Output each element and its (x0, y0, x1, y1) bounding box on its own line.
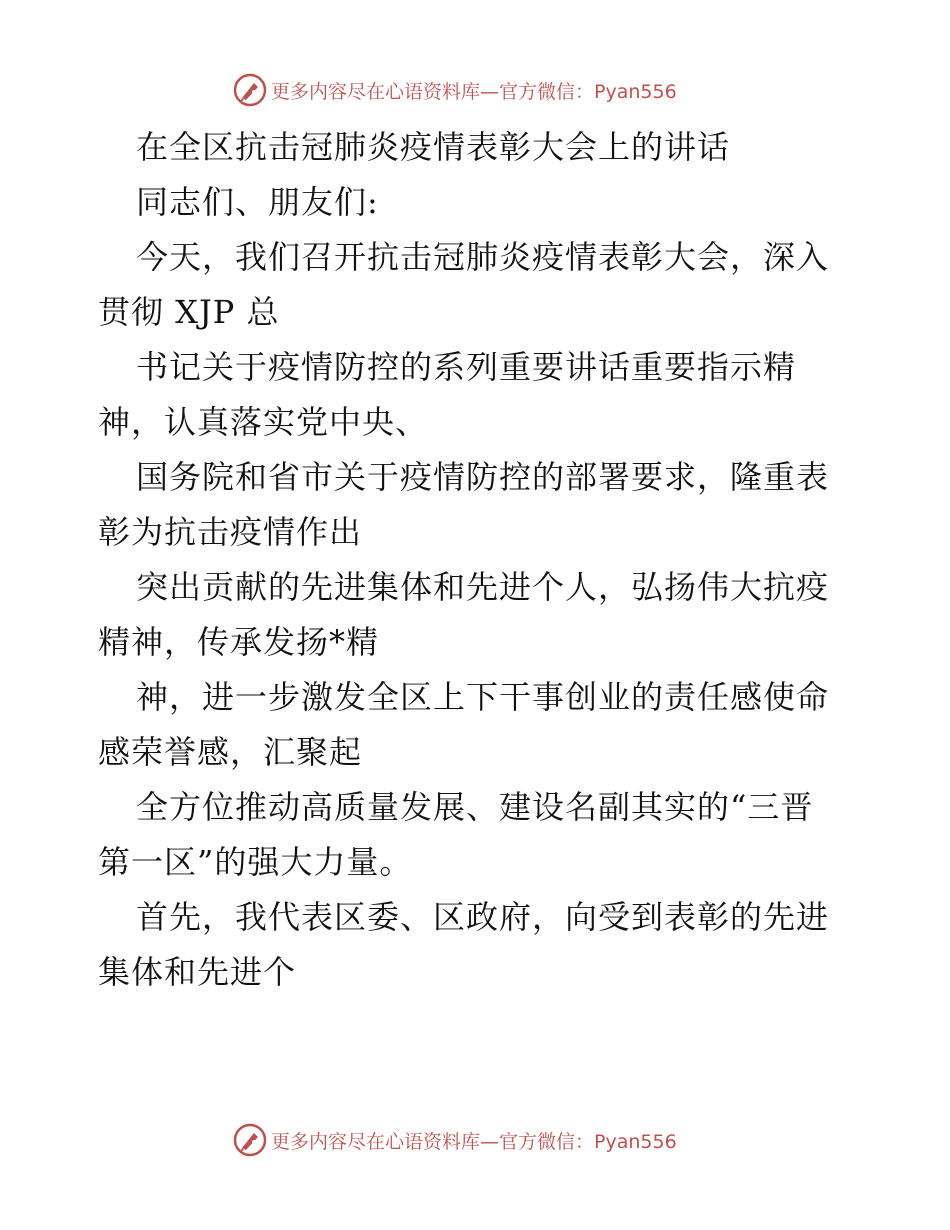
paragraph-line: 今天，我们召开抗击冠肺炎疫情表彰大会，深入 (136, 238, 830, 276)
paragraph-line: 全方位推动高质量发展、建设名副其实的“三晋 (136, 788, 814, 826)
paragraph-line: 国务院和省市关于疫情防控的部署要求，隆重表 (136, 458, 830, 496)
pen-logo-icon (233, 1123, 267, 1157)
document-body (98, 120, 858, 1000)
paragraph-line: 精神，传承发扬*精 (98, 623, 380, 661)
paragraph-line: 贯彻 XJP 总 (98, 293, 280, 331)
pen-logo-icon (233, 73, 267, 107)
salutation: 同志们、朋友们: (136, 183, 379, 221)
watermark-text: 更多内容尽在心语资料库—官方微信：Pyan556 (271, 80, 677, 103)
watermark-banner-top (233, 72, 677, 108)
document-title: 在全区抗击冠肺炎疫情表彰大会上的讲话 (136, 128, 731, 166)
paragraph-line: 神，认真落实党中央、 (98, 403, 429, 441)
watermark-banner-bottom (233, 1122, 677, 1158)
paragraph-line: 书记关于疫情防控的系列重要讲话重要指示精 (136, 348, 797, 386)
paragraph-line: 首先，我代表区委、区政府，向受到表彰的先进 (136, 898, 830, 936)
paragraph-line: 彰为抗击疫情作出 (98, 513, 363, 551)
watermark-text: 更多内容尽在心语资料库—官方微信：Pyan556 (271, 1130, 677, 1153)
paragraph-line: 感荣誉感，汇聚起 (98, 733, 363, 771)
paragraph-line: 第一区”的强大力量。 (98, 843, 413, 881)
paragraph-line: 突出贡献的先进集体和先进个人，弘扬伟大抗疫 (136, 568, 830, 606)
paragraph-line: 神，进一步激发全区上下干事创业的责任感使命 (136, 678, 830, 716)
paragraph-line: 集体和先进个 (98, 953, 297, 991)
